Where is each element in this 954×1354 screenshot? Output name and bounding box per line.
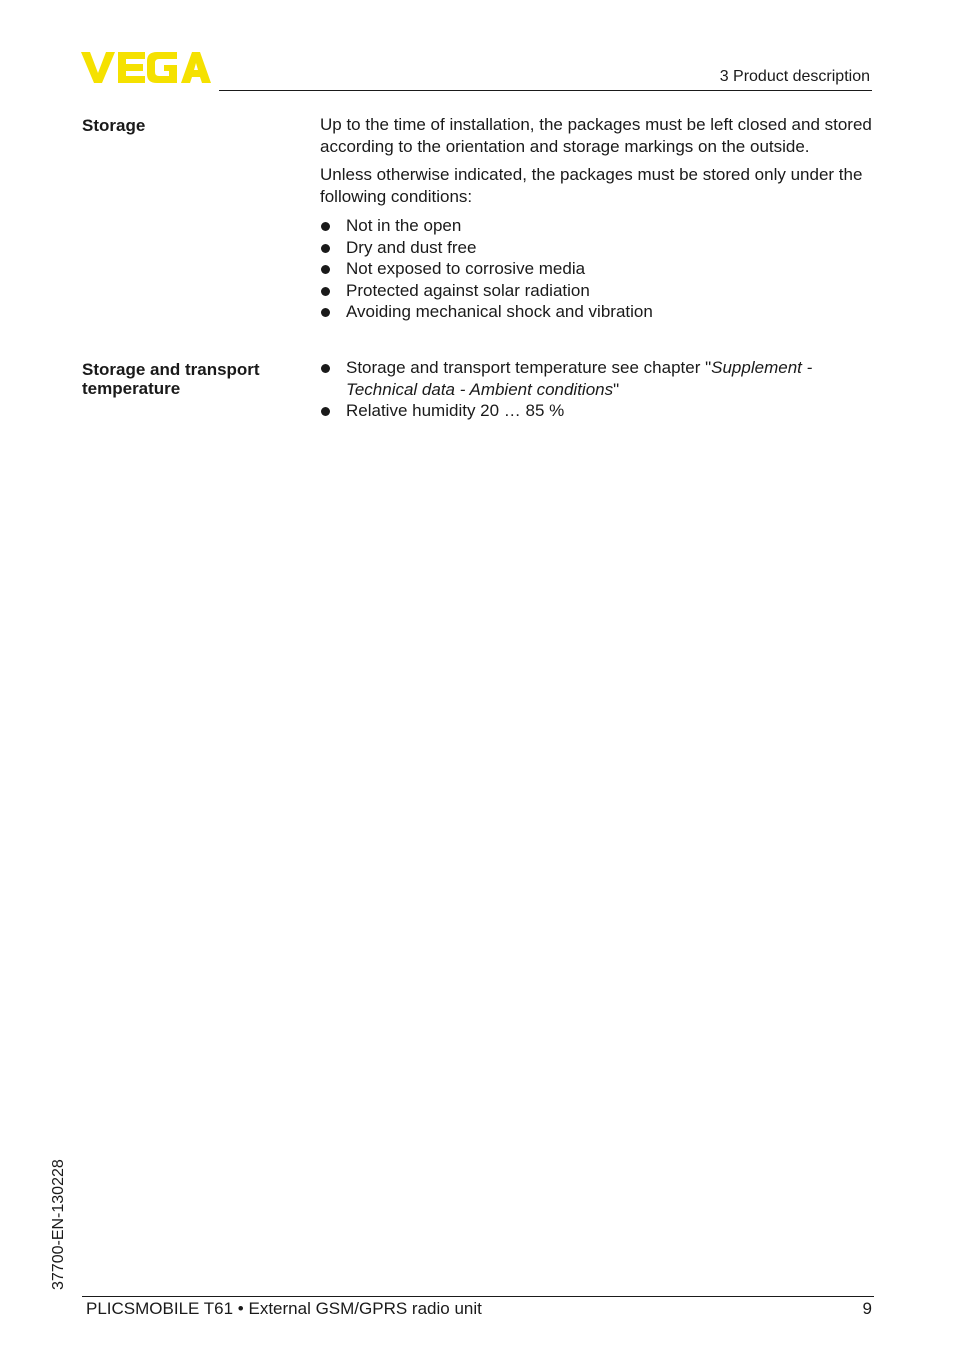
bullet-icon: [321, 222, 330, 231]
list-item-text: Dry and dust free: [346, 237, 477, 257]
bullet-icon: [321, 244, 330, 253]
supplement-reference: Supplement - Technical data - Ambient conditions: [346, 358, 813, 399]
header-divider: [219, 90, 872, 91]
list-item: [320, 400, 872, 422]
page-number: 9: [862, 1299, 872, 1318]
temperature-label-line-1: Storage and transport: [82, 360, 260, 379]
temperature-list: [320, 357, 872, 422]
vega-logo: [81, 52, 211, 83]
list-item: [320, 237, 872, 259]
list-item: [320, 215, 872, 237]
bullet-icon: [321, 287, 330, 296]
footer-title: PLICSMOBILE T61 • External GSM/GPRS radio unit: [86, 1299, 482, 1318]
storage-label: Storage: [82, 116, 146, 135]
temperature-item-suffix: ": [613, 379, 620, 399]
list-item: [320, 301, 872, 323]
header-section-title: 3 Product description: [719, 68, 870, 85]
list-item-text: Not exposed to corrosive media: [346, 259, 586, 278]
storage-paragraph-2: Unless otherwise indicated, the packages must be stored only under the following conditions:: [320, 165, 863, 206]
list-item: [320, 258, 872, 280]
document-code: 37700-EN-130228: [50, 1159, 67, 1290]
list-item: [320, 357, 872, 400]
bullet-icon: [321, 364, 330, 373]
storage-conditions-list: [320, 215, 872, 323]
temperature-label: [82, 360, 260, 398]
storage-paragraph-1: Up to the time of installation, the packages must be left closed and stored according to the orientation and storage markings on the outside.: [320, 115, 872, 156]
bullet-icon: [321, 308, 330, 317]
footer-divider: [82, 1296, 874, 1297]
humidity-item: Relative humidity 20 … 85 %: [346, 401, 565, 420]
bullet-icon: [321, 407, 330, 416]
list-item-text: Avoiding mechanical shock and vibration: [346, 302, 653, 321]
list-item: [320, 280, 872, 302]
bullet-icon: [321, 265, 330, 274]
list-item-text: Protected against solar radiation: [346, 280, 590, 300]
temperature-content: [320, 357, 872, 422]
storage-content: [320, 114, 872, 323]
temperature-item-prefix: Storage and transport temperature see chapter ": [346, 358, 712, 377]
vega-logo-graphic: [81, 52, 211, 83]
list-item-text: Not in the open: [346, 216, 462, 235]
temperature-label-line-2: temperature: [82, 379, 181, 398]
